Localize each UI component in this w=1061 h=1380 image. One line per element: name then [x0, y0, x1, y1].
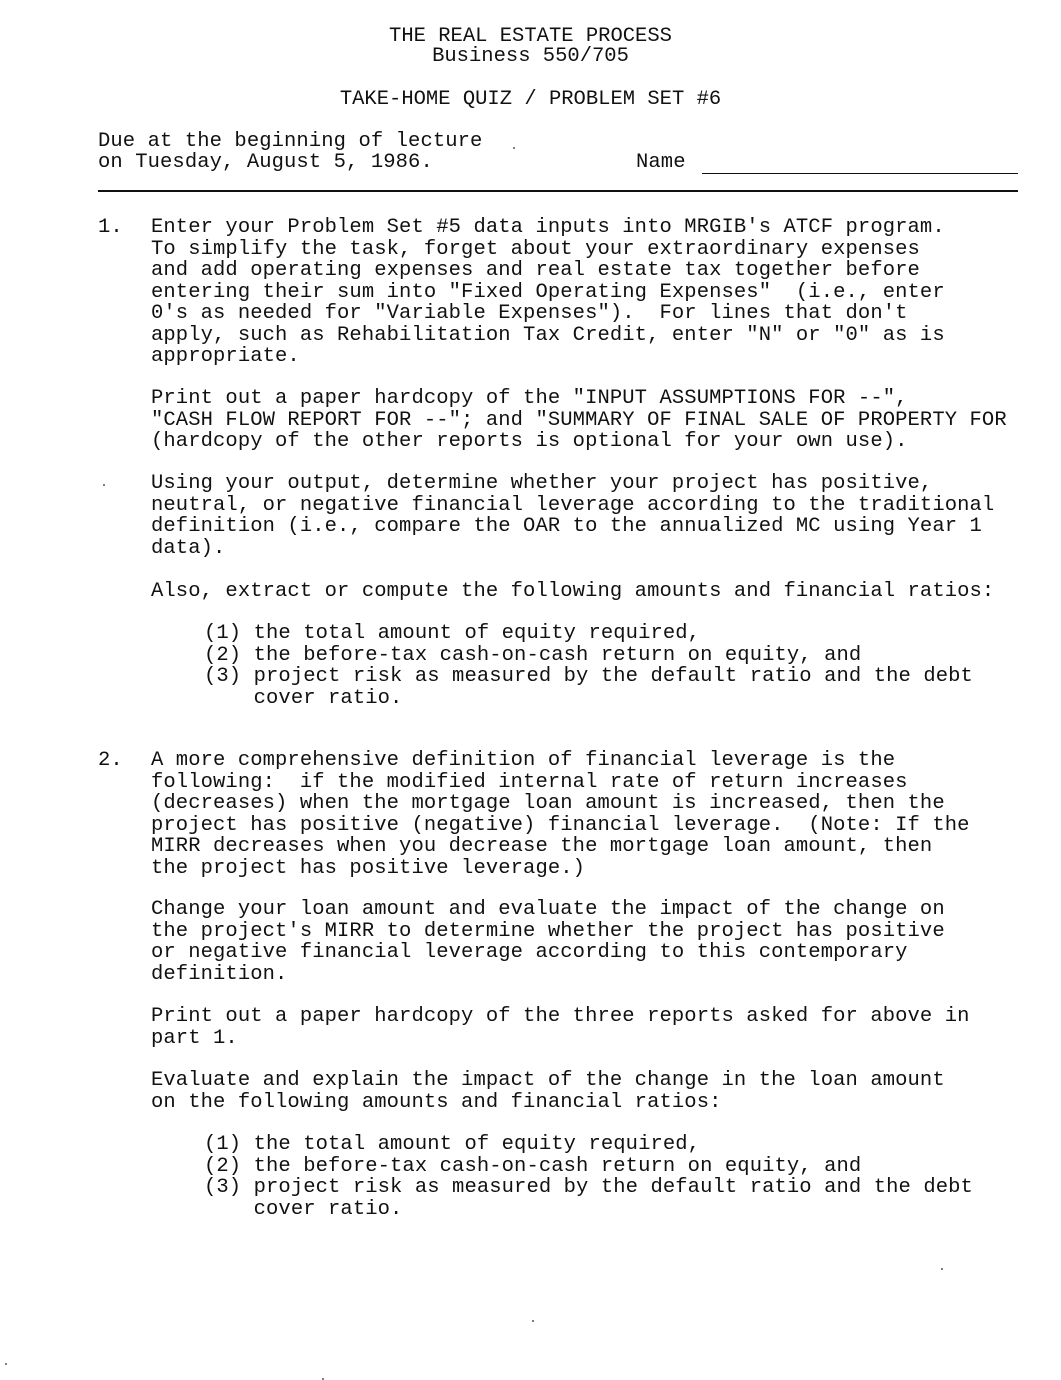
q1-list-item: (1) the total amount of equity required,: [204, 622, 701, 645]
scan-speck: [513, 147, 515, 149]
q2-p1-line: following: if the modified internal rate of return increases: [151, 770, 908, 794]
q2-list-item: cover ratio.: [204, 1197, 403, 1221]
name-blank-line: [702, 173, 1018, 174]
q2-p2-line: definition.: [151, 962, 288, 986]
header-divider: [98, 190, 1018, 192]
document-title: THE REAL ESTATE PROCESS: [389, 25, 672, 48]
q1-list: [204, 623, 973, 709]
q1-list-item: (3) project risk as measured by the default ratio and the debt: [204, 665, 973, 688]
name-label: Name: [636, 151, 686, 174]
scan-speck: [941, 1268, 943, 1270]
quiz-subtitle: TAKE-HOME QUIZ / PROBLEM SET #6: [339, 88, 722, 111]
q1-p1-line: entering their sum into "Fixed Operating Expenses" (i.e., enter: [151, 280, 945, 304]
q1-p3-line: data).: [151, 536, 226, 560]
q1-p1-line: To simplify the task, forget about your extraordinary expenses: [151, 237, 920, 261]
q1-list-item: cover ratio.: [204, 686, 403, 710]
q2-p3-line: Print out a paper hardcopy of the three reports asked for above in: [151, 1005, 970, 1028]
q1-p3-line: Using your output, determine whether your project has positive,: [151, 472, 933, 495]
q1-p1-line: and add operating expenses and real estate tax together before: [151, 259, 920, 282]
q2-p1-line: project has positive (negative) financial leverage. (Note: If the: [151, 813, 970, 837]
q2-number: 2.: [98, 749, 123, 772]
q2-p1-line: MIRR decreases when you decrease the mortgage loan amount, then: [151, 835, 933, 858]
q1-p2-line: "CASH FLOW REPORT FOR --"; and "SUMMARY OF FINAL SALE OF PROPERTY FOR: [151, 408, 1007, 432]
due-line-2: on Tuesday, August 5, 1986.: [98, 151, 433, 174]
q1-p1-line: appropriate.: [151, 345, 300, 368]
q1-paragraph-3: [151, 473, 994, 559]
q1-p3-line: definition (i.e., compare the OAR to the annualized MC using Year 1: [151, 515, 982, 538]
q1-p2-line: (hardcopy of the other reports is optional for your own use).: [151, 430, 908, 453]
q2-p3-line: part 1.: [151, 1026, 238, 1050]
q2-list-item: (3) project risk as measured by the default ratio and the debt: [204, 1176, 973, 1199]
scan-speck: [532, 1320, 534, 1322]
q2-list: [204, 1134, 973, 1220]
q2-p4-line: on the following amounts and financial ratios:: [151, 1090, 722, 1114]
scan-speck: [5, 1363, 7, 1365]
q1-p3-line: neutral, or negative financial leverage according to the traditional: [151, 493, 995, 517]
q1-p1-line: apply, such as Rehabilitation Tax Credit, enter "N" or "0" as is: [151, 323, 945, 347]
q2-paragraph-3: [151, 1006, 970, 1049]
q1-p2-line: Print out a paper hardcopy of the "INPUT ASSUMPTIONS FOR --",: [151, 387, 908, 410]
q2-list-item: (1) the total amount of equity required,: [204, 1133, 701, 1156]
course-number: Business 550/705: [432, 45, 629, 68]
q1-p1-line: 0's as needed for "Variable Expenses"). For lines that don't: [151, 302, 908, 325]
q2-p4-line: Evaluate and explain the impact of the change in the loan amount: [151, 1069, 945, 1092]
q1-list-item: (2) the before-tax cash-on-cash return on equity, and: [204, 643, 862, 667]
q2-paragraph-2: [151, 899, 945, 985]
q1-paragraph-4: [151, 581, 994, 603]
q2-p2-line: Change your loan amount and evaluate the impact of the change on: [151, 898, 945, 921]
q2-paragraph-4: [151, 1070, 945, 1113]
q2-p2-line: the project's MIRR to determine whether the project has positive: [151, 919, 945, 943]
q1-number: 1.: [98, 216, 123, 239]
q1-p4-line: Also, extract or compute the following amounts and financial ratios:: [151, 580, 995, 603]
scan-speck: [103, 484, 105, 486]
q2-p2-line: or negative financial leverage according to this contemporary: [151, 941, 908, 964]
q2-p1-line: (decreases) when the mortgage loan amount is increased, then the: [151, 792, 945, 815]
q2-p1-line: A more comprehensive definition of financial leverage is the: [151, 749, 896, 772]
q2-list-item: (2) the before-tax cash-on-cash return on equity, and: [204, 1154, 862, 1178]
q1-p1-line: Enter your Problem Set #5 data inputs into MRGIB's ATCF program.: [151, 216, 945, 239]
q1-paragraph-2: [151, 388, 1007, 453]
due-line-1: Due at the beginning of lecture: [98, 130, 483, 153]
q2-paragraph-1: [151, 750, 970, 879]
q2-p1-line: the project has positive leverage.): [151, 856, 586, 880]
q1-paragraph-1: [151, 217, 945, 368]
